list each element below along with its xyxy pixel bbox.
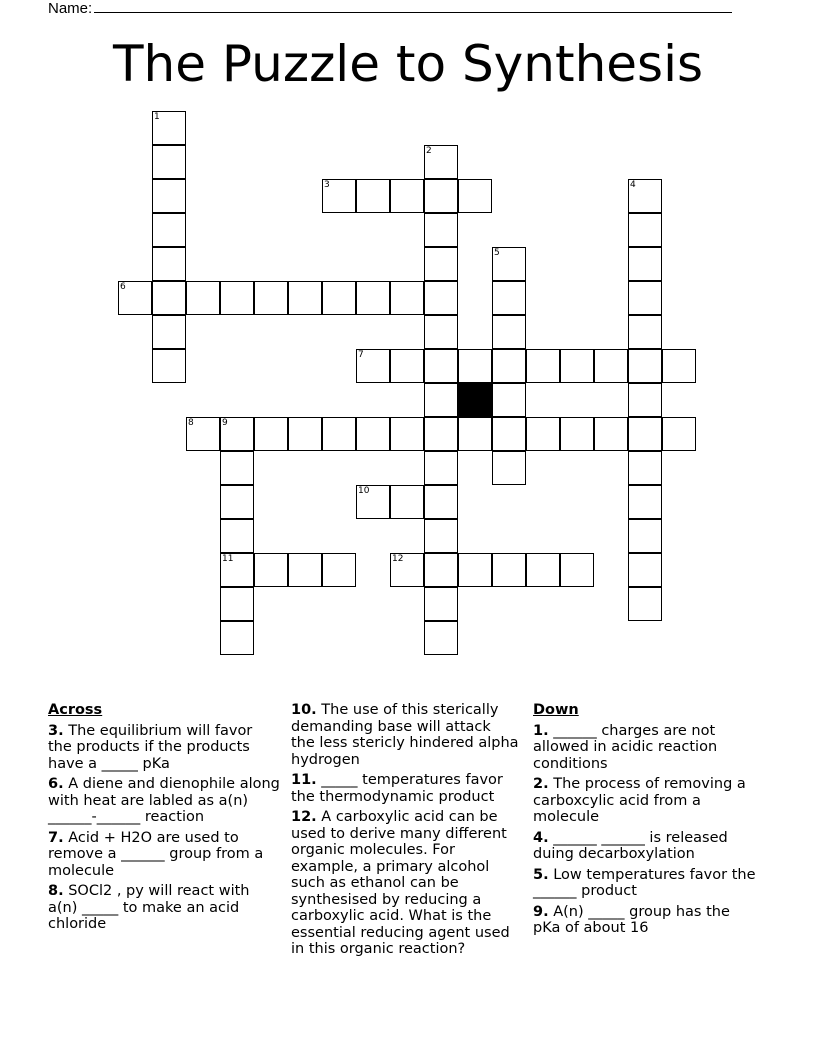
grid-cell[interactable] bbox=[220, 621, 254, 655]
grid-cell[interactable] bbox=[220, 485, 254, 519]
clue-across-12: 12. A carboxylic acid can be used to derive many different organic molecules. For example, a primary alcohol such as ethanol can be synthesised by reducing a carboxylic acid. What is the essential reducing agent used in this organic reaction? bbox=[291, 809, 510, 957]
grid-cell[interactable] bbox=[628, 315, 662, 349]
clue-number: 8 bbox=[188, 418, 194, 428]
grid-cell[interactable] bbox=[288, 553, 322, 587]
grid-cell[interactable] bbox=[424, 519, 458, 553]
grid-cell[interactable] bbox=[254, 553, 288, 587]
grid-cell[interactable] bbox=[424, 451, 458, 485]
grid-cell[interactable] bbox=[424, 587, 458, 621]
grid-cell[interactable] bbox=[220, 587, 254, 621]
clue-number: 7 bbox=[358, 350, 364, 360]
grid-cell[interactable] bbox=[628, 213, 662, 247]
clue-number: 6 bbox=[120, 282, 126, 292]
clue-across-3: 3. The equilibrium will favor the products if the products have a _____ pKa bbox=[48, 722, 253, 772]
grid-cell[interactable] bbox=[492, 553, 526, 587]
grid-cell[interactable] bbox=[458, 179, 492, 213]
clue-down-5: 5. Low temperatures favor the ______ product bbox=[533, 866, 756, 899]
grid-cell[interactable] bbox=[492, 451, 526, 485]
grid-cell[interactable] bbox=[424, 145, 458, 179]
grid-cell[interactable] bbox=[424, 349, 458, 383]
grid-cell[interactable] bbox=[628, 451, 662, 485]
grid-cell[interactable] bbox=[152, 145, 186, 179]
grid-cell[interactable] bbox=[458, 349, 492, 383]
clue-number: 5 bbox=[494, 248, 500, 258]
grid-cell[interactable] bbox=[628, 485, 662, 519]
grid-cell[interactable] bbox=[492, 417, 526, 451]
grid-cell[interactable] bbox=[356, 281, 390, 315]
grid-cell[interactable] bbox=[356, 485, 390, 519]
down-header: Down bbox=[533, 702, 579, 718]
clue-across-11: 11. _____ temperatures favor the thermodynamic product bbox=[291, 772, 503, 805]
grid-cell[interactable] bbox=[118, 281, 152, 315]
grid-cell[interactable] bbox=[152, 247, 186, 281]
grid-cell[interactable] bbox=[322, 179, 356, 213]
black-cell bbox=[458, 383, 492, 417]
clue-number: 12 bbox=[392, 554, 404, 564]
grid-cell[interactable] bbox=[560, 553, 594, 587]
grid-cell[interactable] bbox=[288, 281, 322, 315]
clue-number: 4 bbox=[630, 180, 636, 190]
name-label: Name: bbox=[48, 0, 93, 17]
across-clues-column-1 bbox=[48, 702, 280, 937]
grid-cell[interactable] bbox=[424, 281, 458, 315]
grid-cell[interactable] bbox=[424, 417, 458, 451]
grid-cell[interactable] bbox=[458, 553, 492, 587]
grid-cell[interactable] bbox=[390, 417, 424, 451]
grid-cell[interactable] bbox=[424, 247, 458, 281]
grid-cell[interactable] bbox=[492, 281, 526, 315]
grid-cell[interactable] bbox=[152, 179, 186, 213]
grid-cell[interactable] bbox=[560, 417, 594, 451]
grid-cell[interactable] bbox=[220, 519, 254, 553]
grid-cell[interactable] bbox=[322, 281, 356, 315]
grid-cell[interactable] bbox=[628, 587, 662, 621]
clue-number: 2 bbox=[426, 146, 432, 156]
grid-cell[interactable] bbox=[390, 553, 424, 587]
clue-across-7: 7. Acid + H2O are used to remove a ______ group from a molecule bbox=[48, 829, 264, 879]
grid-cell[interactable] bbox=[594, 417, 628, 451]
grid-cell[interactable] bbox=[424, 383, 458, 417]
grid-cell[interactable] bbox=[662, 349, 696, 383]
grid-cell[interactable] bbox=[424, 179, 458, 213]
grid-cell[interactable] bbox=[628, 179, 662, 213]
grid-cell[interactable] bbox=[254, 281, 288, 315]
clue-down-1: 1. ______ charges are not allowed in acidic reaction conditions bbox=[533, 722, 718, 772]
clue-number: 10 bbox=[358, 486, 370, 496]
grid-cell[interactable] bbox=[628, 519, 662, 553]
grid-cell[interactable] bbox=[152, 349, 186, 383]
puzzle-title: The Puzzle to Synthesis bbox=[112, 35, 704, 93]
grid-cell[interactable] bbox=[186, 281, 220, 315]
grid-cell[interactable] bbox=[560, 349, 594, 383]
clue-number: 3 bbox=[324, 180, 330, 190]
grid-cell[interactable] bbox=[492, 315, 526, 349]
grid-cell[interactable] bbox=[628, 349, 662, 383]
grid-cell[interactable] bbox=[628, 417, 662, 451]
clue-number: 1 bbox=[154, 112, 160, 122]
grid-cell[interactable] bbox=[356, 417, 390, 451]
grid-cell[interactable] bbox=[628, 383, 662, 417]
grid-cell[interactable] bbox=[594, 349, 628, 383]
grid-cell[interactable] bbox=[254, 417, 288, 451]
grid-cell[interactable] bbox=[628, 553, 662, 587]
grid-cell[interactable] bbox=[458, 417, 492, 451]
clue-across-6: 6. A diene and dienophile along with heat are labled as a(n) ______-______ reaction bbox=[48, 776, 280, 825]
grid-cell[interactable] bbox=[152, 111, 186, 145]
grid-cell[interactable] bbox=[220, 417, 254, 451]
grid-cell[interactable] bbox=[356, 349, 390, 383]
grid-cell[interactable] bbox=[424, 315, 458, 349]
clue-number: 9 bbox=[222, 418, 228, 428]
grid-cell[interactable] bbox=[220, 281, 254, 315]
grid-cell[interactable] bbox=[356, 179, 390, 213]
clue-across-8: 8. SOCl2 , py will react with a(n) _____ to make an acid chloride bbox=[48, 883, 250, 932]
grid-cell[interactable] bbox=[390, 349, 424, 383]
grid-cell[interactable] bbox=[186, 417, 220, 451]
grid-cell[interactable] bbox=[662, 417, 696, 451]
clue-down-4: 4. ______ ______ is released duing decarboxylation bbox=[533, 829, 728, 862]
grid-cell[interactable] bbox=[390, 485, 424, 519]
grid-cell[interactable] bbox=[390, 179, 424, 213]
grid-cell[interactable] bbox=[424, 553, 458, 587]
across-clues-column-2 bbox=[291, 702, 519, 962]
grid-cell[interactable] bbox=[526, 349, 560, 383]
grid-cell[interactable] bbox=[322, 417, 356, 451]
grid-cell[interactable] bbox=[628, 281, 662, 315]
grid-cell[interactable] bbox=[288, 417, 322, 451]
grid-cell[interactable] bbox=[152, 213, 186, 247]
across-header: Across bbox=[48, 702, 103, 718]
grid-cell[interactable] bbox=[390, 281, 424, 315]
grid-cell[interactable] bbox=[424, 213, 458, 247]
clue-number: 11 bbox=[222, 554, 234, 564]
grid-cell[interactable] bbox=[492, 383, 526, 417]
grid-cell[interactable] bbox=[220, 451, 254, 485]
down-clues-column bbox=[533, 702, 761, 941]
grid-cell[interactable] bbox=[424, 621, 458, 655]
grid-cell[interactable] bbox=[152, 281, 186, 315]
clue-down-9: 9. A(n) _____ group has the pKa of about 16 bbox=[533, 903, 730, 936]
grid-cell[interactable] bbox=[628, 247, 662, 281]
grid-cell[interactable] bbox=[322, 553, 356, 587]
grid-cell[interactable] bbox=[492, 349, 526, 383]
clue-across-10: 10. The use of this sterically demanding base will attack the less stericly hindered alpha hydrogen bbox=[291, 702, 519, 768]
grid-cell[interactable] bbox=[220, 553, 254, 587]
clue-down-2: 2. The process of removing a carboxcylic acid from a molecule bbox=[533, 776, 746, 825]
grid-cell[interactable] bbox=[526, 553, 560, 587]
grid-cell[interactable] bbox=[526, 417, 560, 451]
grid-cell[interactable] bbox=[492, 247, 526, 281]
grid-cell[interactable] bbox=[424, 485, 458, 519]
grid-cell[interactable] bbox=[152, 315, 186, 349]
